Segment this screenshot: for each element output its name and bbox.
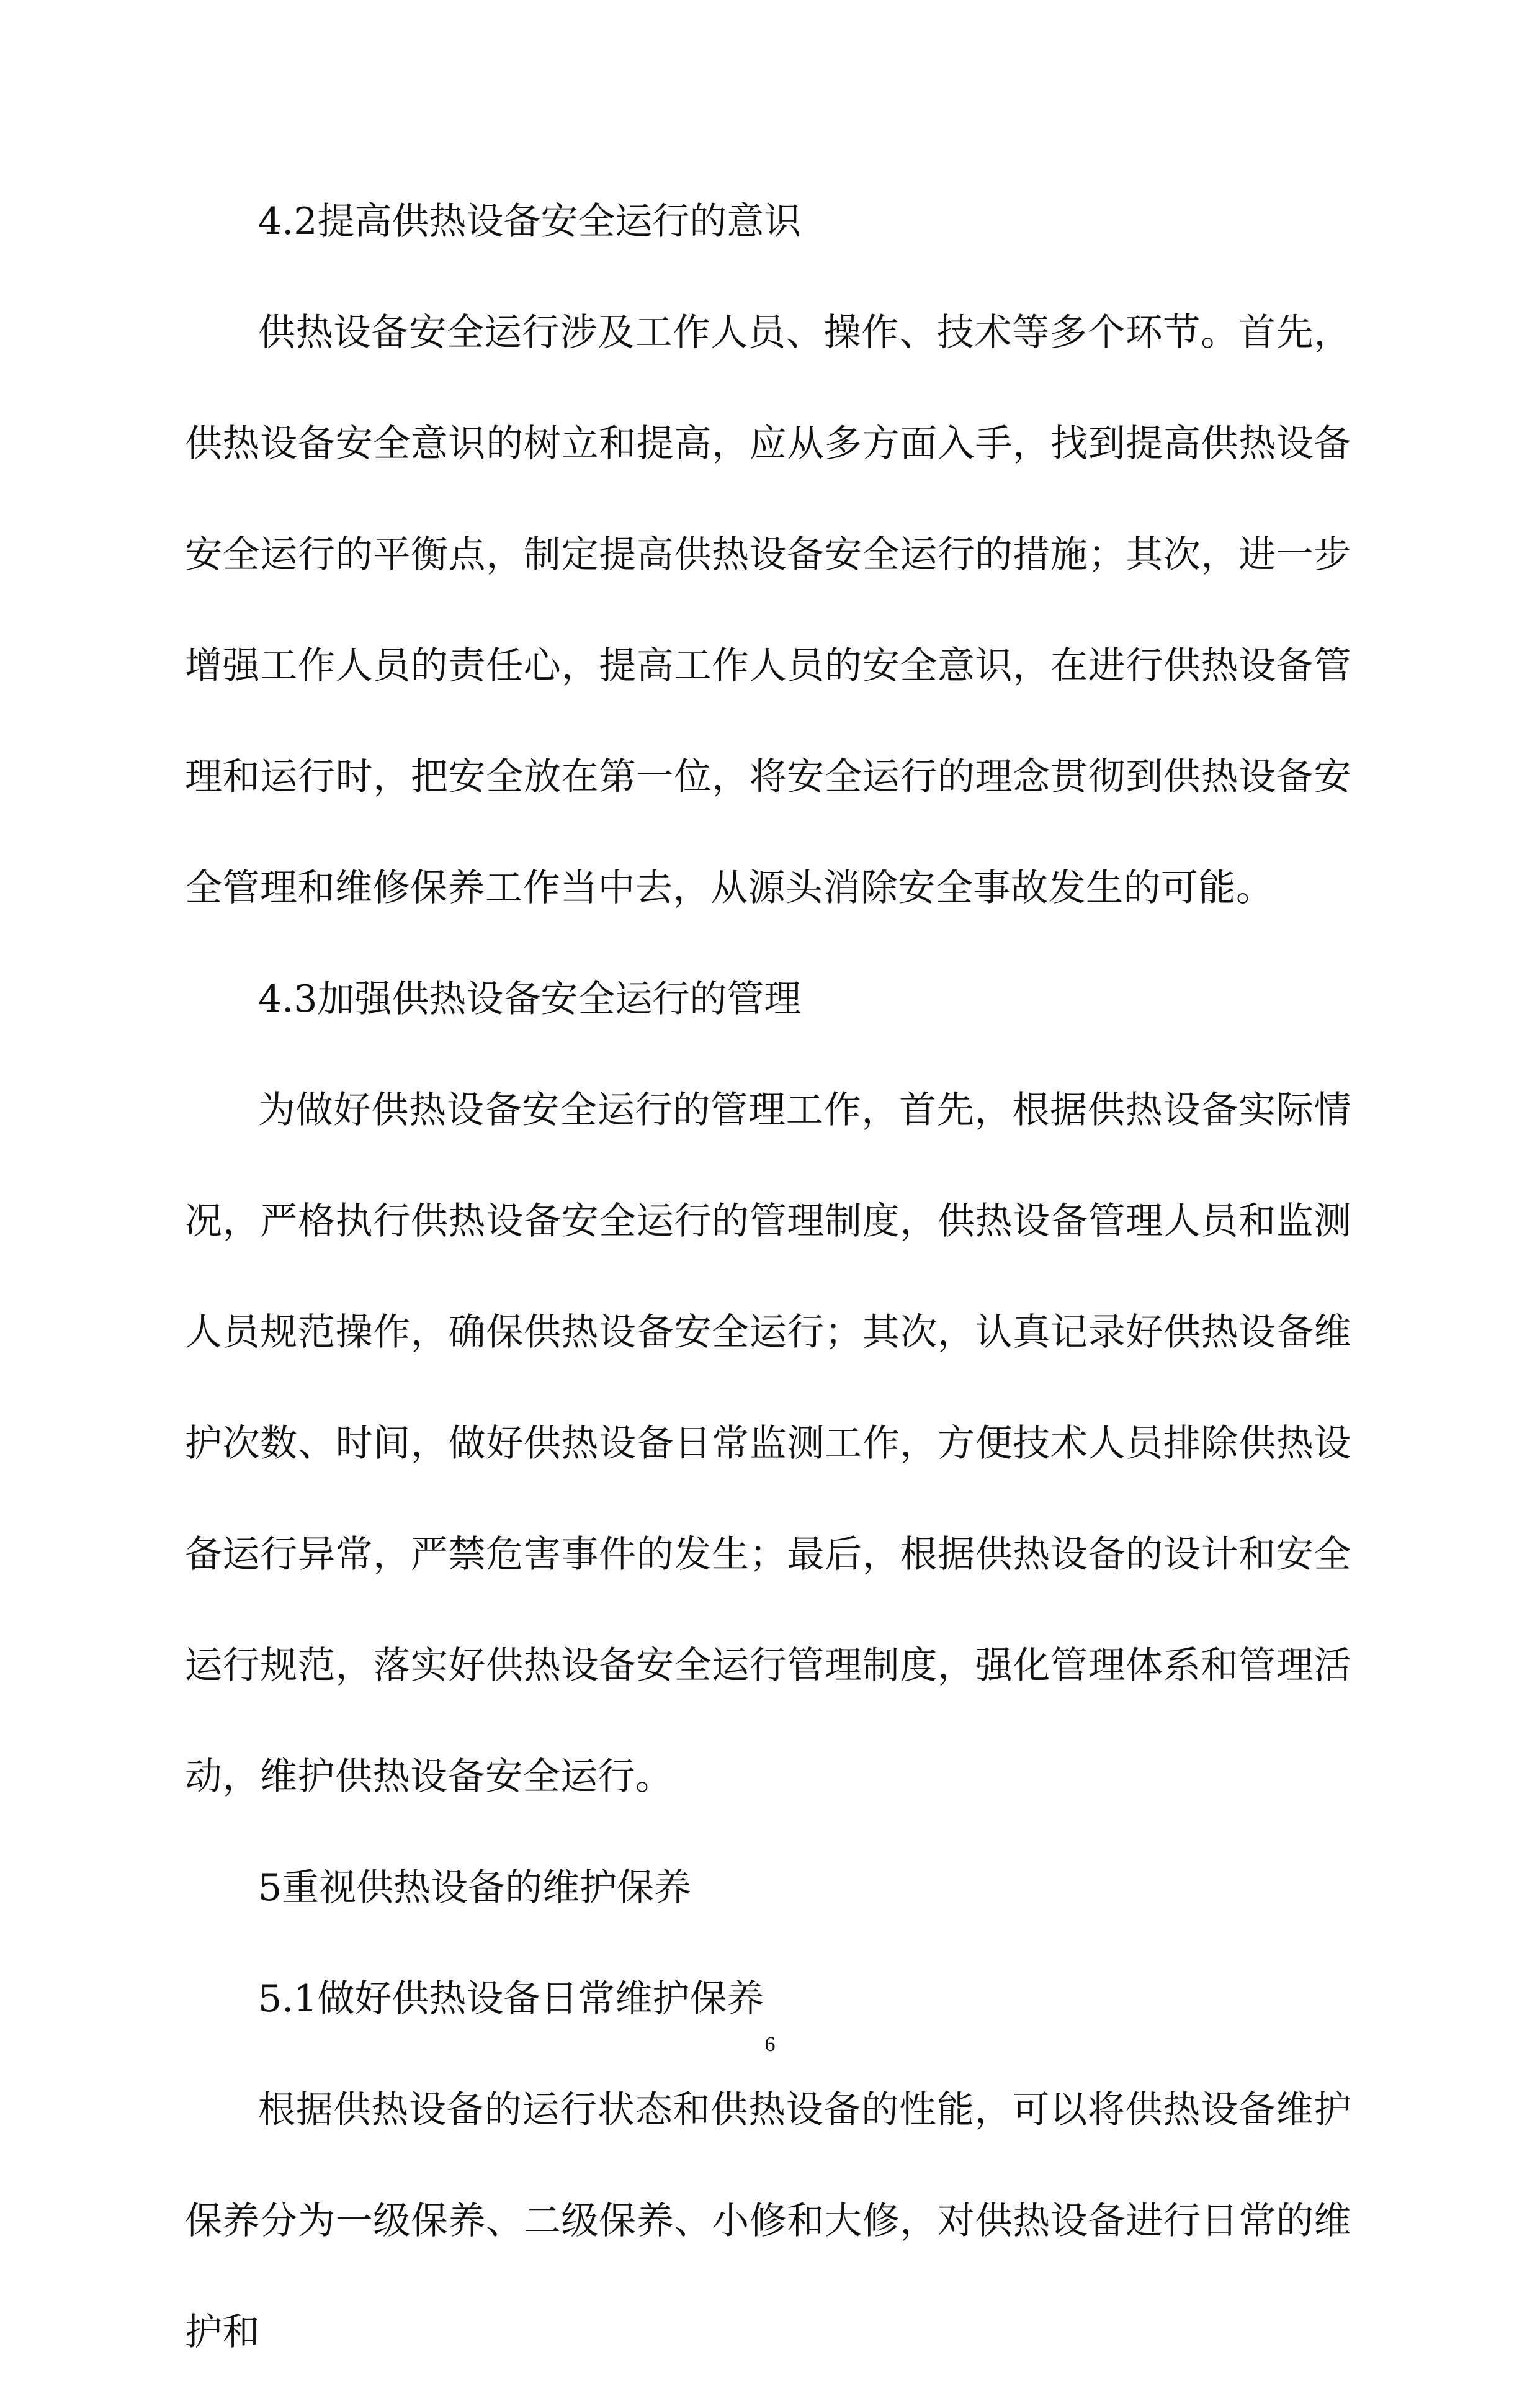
paragraph-5-1: 根据供热设备的运行状态和供热设备的性能，可以将供热设备维护保养分为一级保养、二级保养、小修和大修，对供热设备进行日常的维护和: [185, 2088, 1351, 2354]
paragraph-4-2: 供热设备安全运行涉及工作人员、操作、技术等多个环节。首先，供热设备安全意识的树立和提高，应从多方面入手，找到提高供热设备安全运行的平衡点，制定提高供热设备安全运行的措施；其次，进一步增强工作人员的责任心，提高工作人员的安全意识，在进行供热设备管理和运行时，把安全放在第一位，将安全运行的理念贯彻到供热设备安全管理和维修保养工作当中去，从源头消除安全事故发生的可能。: [185, 311, 1351, 910]
section-heading-5: 5重视供热设备的维护保养: [258, 1866, 692, 1910]
section-heading-4-3: 4.3加强供热设备安全运行的管理: [258, 977, 802, 1021]
section-heading-5-1: 5.1做好供热设备日常维护保养: [258, 1977, 764, 2021]
paragraph-4-3: 为做好供热设备安全运行的管理工作，首先，根据供热设备实际情况，严格执行供热设备安全运行的管理制度，供热设备管理人员和监测人员规范操作，确保供热设备安全运行；其次，认真记录好供热设备维护次数、时间，做好供热设备日常监测工作，方便技术人员排除供热设备运行异常，严禁危害事件的发生；最后，根据供热设备的设计和安全运行规范，落实好供热设备安全运行管理制度，强化管理体系和管理活动，维护供热设备安全运行。: [185, 1089, 1351, 1798]
section-heading-4-2: 4.2提高供热设备安全运行的意识: [258, 200, 802, 243]
page-number: 6: [764, 2033, 776, 2056]
